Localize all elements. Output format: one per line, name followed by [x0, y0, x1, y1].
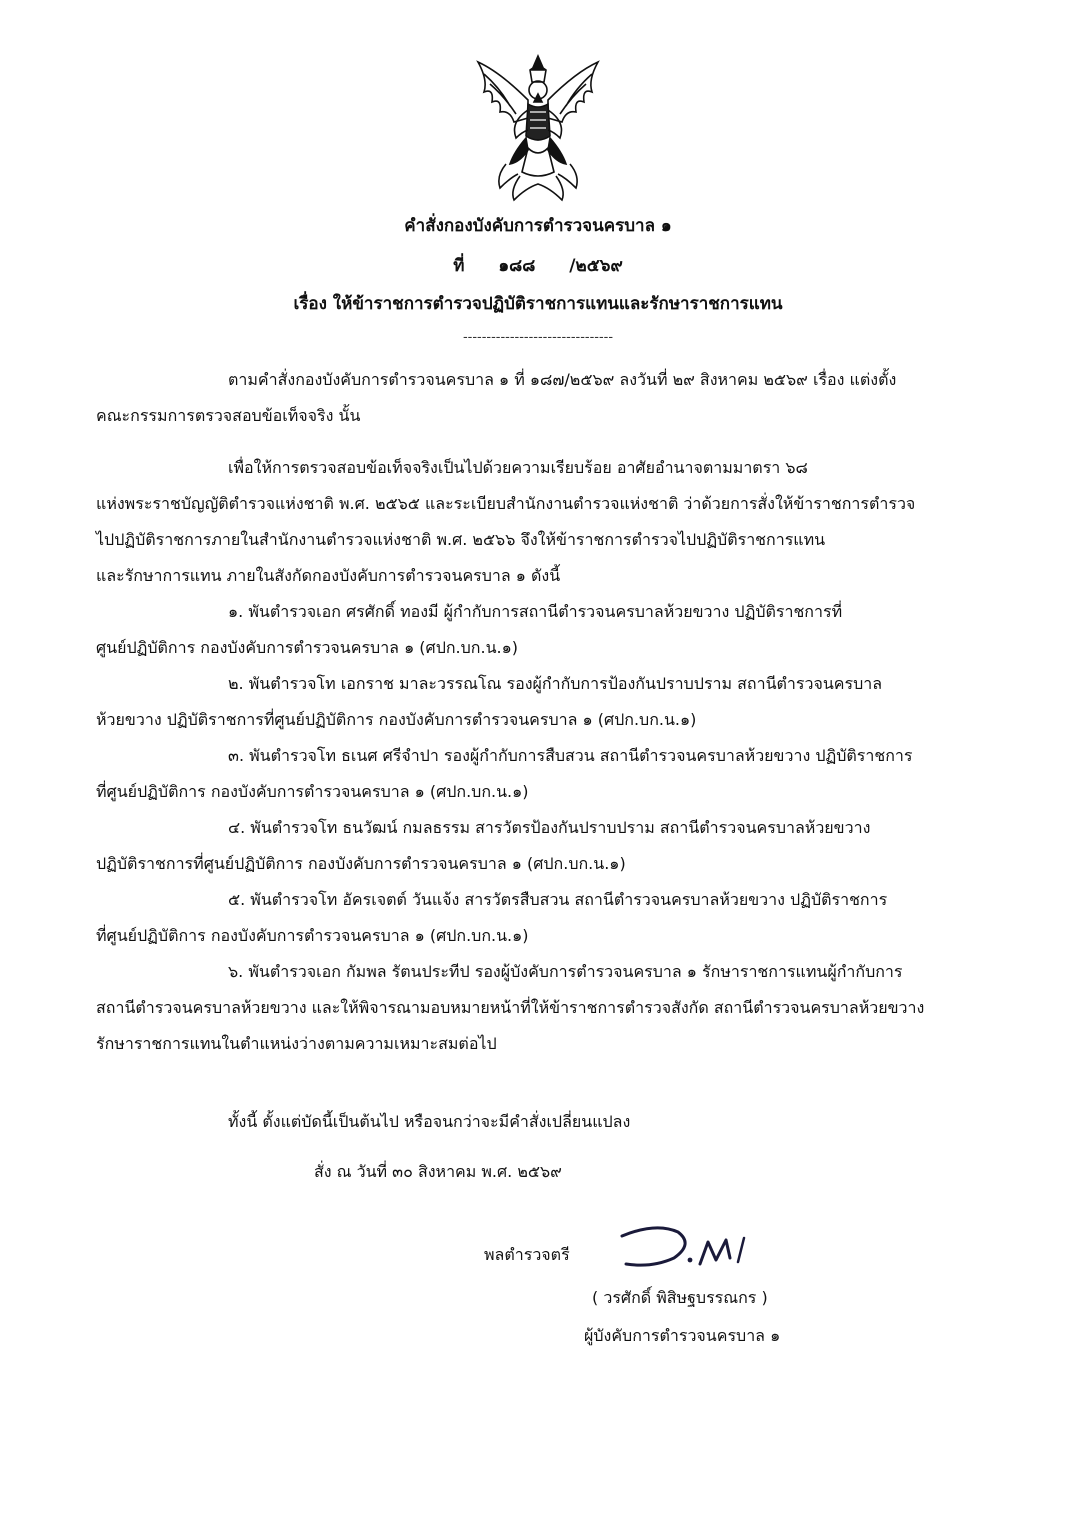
- divider: --------------------------------: [462, 330, 614, 345]
- order-para2: [96, 450, 980, 1062]
- item6-line3: รักษาราชการแทนในตำแหน่งว่างตามความเหมาะสมต่อไป: [96, 1034, 497, 1053]
- item5-line1: ๕. พันตำรวจโท อัครเจตต์ วันแจ้ง สารวัตรสืบสวน สถานีตำรวจนครบาลห้วยขวาง ปฏิบัติราชการ: [228, 890, 888, 909]
- para1-line2: คณะกรรมการตรวจสอบข้อเท็จจริง นั้น: [96, 406, 361, 425]
- item1-line2: ศูนย์ปฏิบัติการ กองบังคับการตำรวจนครบาล ๑ (ศปก.บก.น.๑): [96, 638, 518, 657]
- order-date: สั่ง ณ วันที่ ๓๐ สิงหาคม พ.ศ. ๒๕๖๙: [314, 1162, 562, 1181]
- item1-line1: ๑. พันตำรวจเอก ศรศักดิ์ ทองมี ผู้กำกับการสถานีตำรวจนครบาลห้วยขวาง ปฏิบัติราชการที่: [228, 602, 843, 621]
- order-number-year: /๒๕๖๙: [569, 256, 623, 276]
- item4-line1: ๔. พันตำรวจโท ธนวัฒน์ กมลธรรม สารวัตรป้องกันปราบปราม สถานีตำรวจนครบาลห้วยขวาง: [228, 818, 871, 837]
- order-subject: เรื่อง ให้ข้าราชการตำรวจปฏิบัติราชการแทนและรักษาราชการแทน: [293, 294, 783, 314]
- para2-line4: และรักษาการแทน ภายในสังกัดกองบังคับการตำรวจนครบาล ๑ ดังนี้: [96, 566, 561, 585]
- order-number-value: ๑๘๘: [498, 256, 536, 276]
- item5-line2: ที่ศูนย์ปฏิบัติการ กองบังคับการตำรวจนครบาล ๑ (ศปก.บก.น.๑): [96, 926, 529, 945]
- item3-line2: ที่ศูนย์ปฏิบัติการ กองบังคับการตำรวจนครบาล ๑ (ศปก.บก.น.๑): [96, 782, 529, 801]
- item6-line2: สถานีตำรวจนครบาลห้วยขวาง และให้พิจารณามอบหมายหน้าที่ให้ข้าราชการตำรวจสังกัด สถานีตำรวจนครบาลห้วยขวาง: [96, 998, 925, 1017]
- item2-line2: ห้วยขวาง ปฏิบัติราชการที่ศูนย์ปฏิบัติการ กองบังคับการตำรวจนครบาล ๑ (ศปก.บก.น.๑): [96, 710, 697, 729]
- item3-line1: ๓. พันตำรวจโท ธเนศ ศรีจำปา รองผู้กำกับการสืบสวน สถานีตำรวจนครบาลห้วยขวาง ปฏิบัติราชการ: [228, 746, 913, 765]
- para2-line3: ไปปฏิบัติราชการภายในสำนักงานตำรวจแห่งชาติ พ.ศ. ๒๕๖๖ จึงให้ข้าราชการตำรวจไปปฏิบัติราชการแทน: [96, 530, 826, 549]
- para2-line2: แห่งพระราชบัญญัติตำรวจแห่งชาติ พ.ศ. ๒๕๖๕ และระเบียบสำนักงานตำรวจแห่งชาติ ว่าด้วยการสั่งให้ข้าราชการตำรวจ: [96, 494, 916, 513]
- order-title: คำสั่งกองบังคับการตำรวจนครบาล ๑: [404, 216, 672, 236]
- signer-position: ผู้บังคับการตำรวจนครบาล ๑: [584, 1326, 781, 1345]
- para1-line1: ตามคำสั่งกองบังคับการตำรวจนครบาล ๑ ที่ ๑๘๗/๒๕๖๙ ลงวันที่ ๒๙ สิงหาคม ๒๕๖๙ เรื่อง แต่งตั้ง: [228, 370, 897, 389]
- garuda-emblem-icon: [470, 52, 606, 204]
- closing-line: [96, 1104, 980, 1140]
- order-body: [96, 362, 980, 434]
- handwritten-signature: [616, 1218, 766, 1272]
- closing-text: ทั้งนี้ ตั้งแต่บัดนี้เป็นต้นไป หรือจนกว่าจะมีคำสั่งเปลี่ยนแปลง: [228, 1112, 631, 1131]
- item6-line1: ๖. พันตำรวจเอก กัมพล รัตนประทีป รองผู้บังคับการตำรวจนครบาล ๑ รักษาราชการแทนผู้กำกับการ: [228, 962, 903, 981]
- para2-line1: เพื่อให้การตรวจสอบข้อเท็จจริงเป็นไปด้วยความเรียบร้อย อาศัยอำนาจตามมาตรา ๖๘: [228, 458, 808, 477]
- item2-line1: ๒. พันตำรวจโท เอกราช มาละวรรณโณ รองผู้กำกับการป้องกันปราบปราม สถานีตำรวจนครบาล: [228, 674, 883, 693]
- order-number: [0, 252, 1076, 279]
- order-number-prefix: ที่: [453, 256, 465, 276]
- signer-rank: พลตำรวจตรี: [484, 1245, 570, 1264]
- signer-name: ( วรศักดิ์ พิสิษฐบรรณกร ): [592, 1288, 768, 1307]
- item4-line2: ปฏิบัติราชการที่ศูนย์ปฏิบัติการ กองบังคับการตำรวจนครบาล ๑ (ศปก.บก.น.๑): [96, 854, 626, 873]
